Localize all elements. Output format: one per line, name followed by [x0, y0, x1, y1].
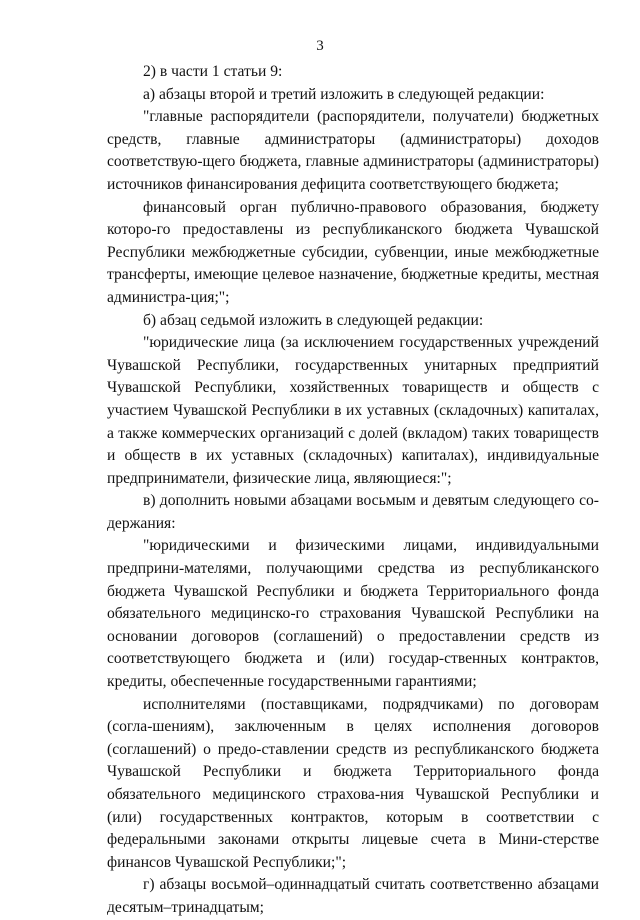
paragraph: б) абзац седьмой изложить в следующей редакции: [143, 311, 484, 329]
paragraph: а) абзацы второй и третий изложить в следующей редакции: [143, 85, 545, 103]
paragraph: г) абзацы восьмой–одиннадцатый считать соответственно абзацами десятым–тринадцатым; [107, 876, 599, 916]
page-number: 3 [316, 38, 324, 54]
paragraph: в) дополнить новыми абзацами восьмым и девятым следующего со-держания: [107, 492, 599, 532]
paragraph: 2) в части 1 статьи 9: [143, 63, 283, 80]
paragraph: финансовый орган публично-правового образования, бюджету которо-го предоставлены из республиканского бюджета Чувашской Республики межбюджетные субсидии, субвенции, иные межбюджетные трансферты, имеющие целевое назначение, бюджетные кредиты, местная администра-ция;"; [107, 198, 599, 306]
paragraph: "главные распорядители (распорядители, получатели) бюджетных средств, главные администраторы (администраторы) доходов соответствую-щего бюджета, главные администраторы (администраторы) источников финансирования дефицита соответствующего бюджета; [107, 108, 599, 193]
paragraph: "юридическими и физическими лицами, индивидуальными предприни-мателями, получающими средства из республиканского бюджета Чувашской Республики и бюджета Территориального фонда обязательного медицинско-го страхования Чувашской Республики на основании договоров (соглашений) о предоставлении средств из соответствующего бюджета и (или) государ-ственных контрактов, кредиты, обеспеченные государственными гарантиями; [107, 537, 599, 691]
paragraph: "юридические лица (за исключением государственных учреждений Чувашской Республики, государственных унитарных предприятий Чувашской Республики, хозяйственных товариществ и обществ с участием Чувашской Республики в их уставных (складочных) капиталах, а также коммерческих организаций с долей (вкладом) таких товариществ и обществ в их уставных (складочных) капиталах), индивидуальные предприниматели, физические лица, являющиеся:"; [107, 334, 599, 487]
paragraph: исполнителями (поставщиками, подрядчиками) по договорам (согла-шениям), заключенным в целях исполнения договоров (соглашений) о предо-ставлении средств из республиканского бюджета Чувашской Республики и бюджета Территориального фонда обязательного медицинского страхова-ния Чувашской Республики и (или) государственных контрактов, которым в соответствии с федеральными законами открыты лицевые счета в Мини-стерстве финансов Чувашской Республики;"; [107, 695, 599, 871]
document-body [107, 61, 599, 920]
